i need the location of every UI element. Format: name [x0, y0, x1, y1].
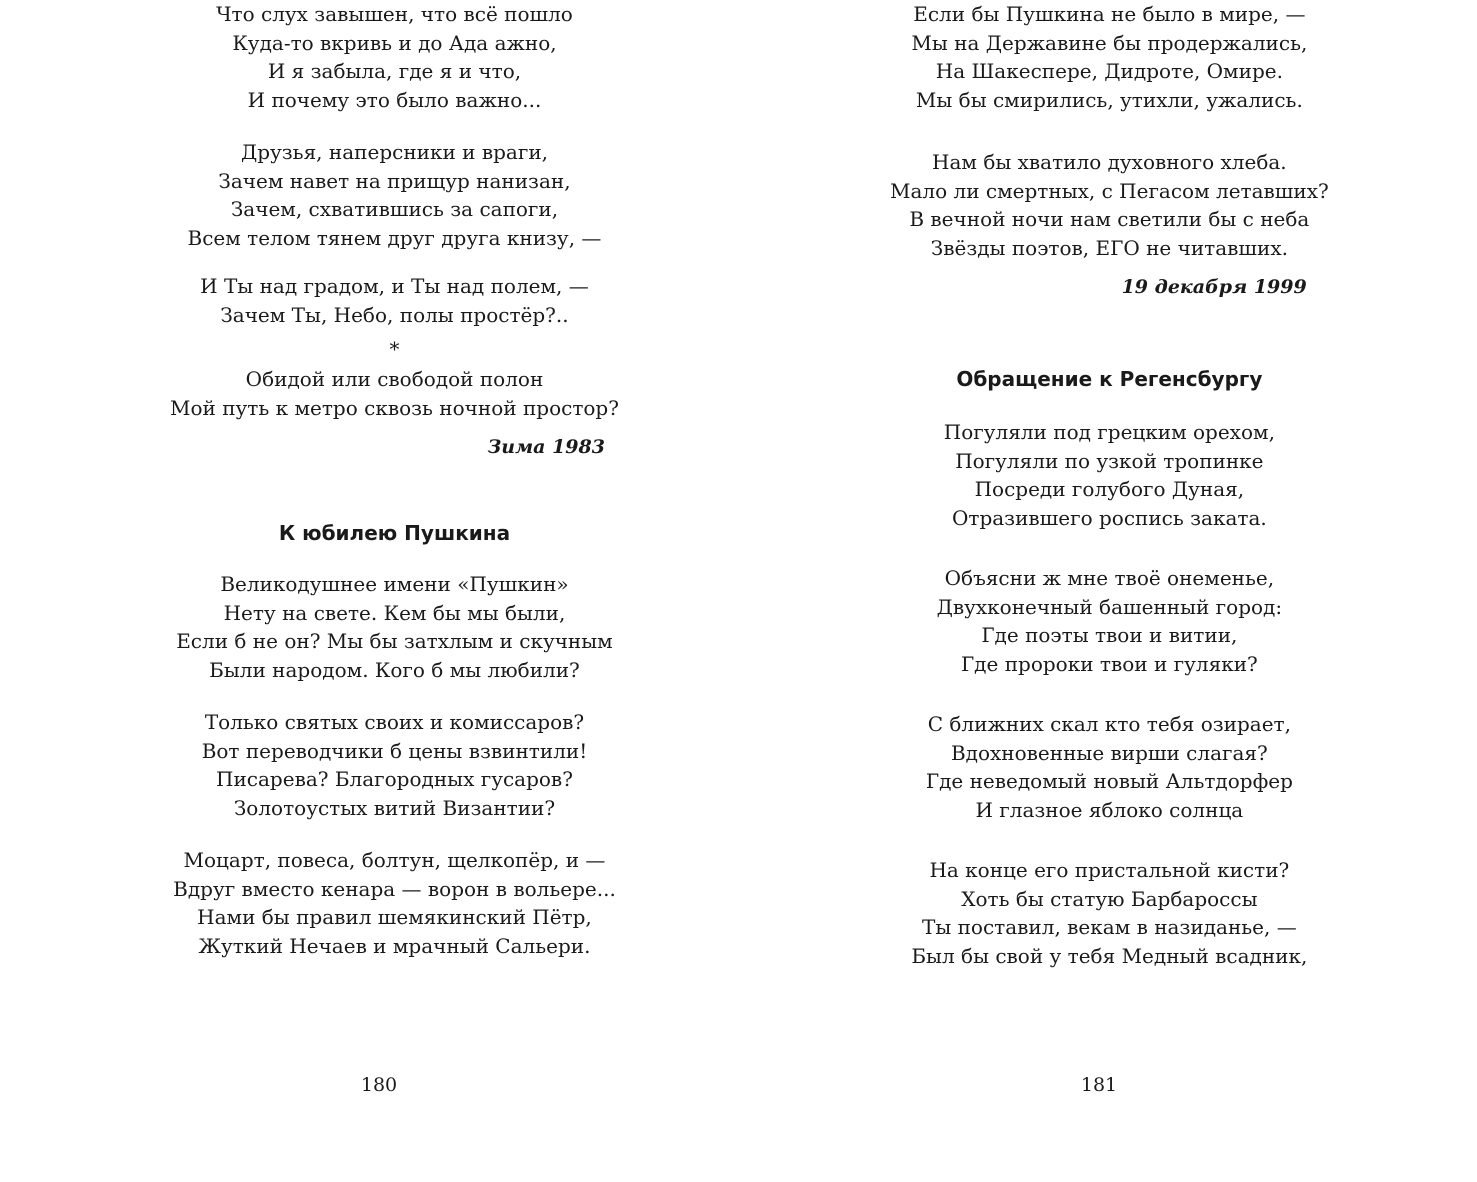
verse-line: Если б не он? Мы бы затхлым и скучным: [176, 629, 613, 653]
verse-line: Были народом. Кого б мы любили?: [209, 657, 580, 682]
page-number: 181: [1080, 1074, 1118, 1096]
verse-line: Вот переводчики б цены взвинтили!: [201, 738, 588, 763]
verse-line: Зачем навет на прищур нанизан,: [218, 168, 571, 193]
stanza: [890, 710, 1329, 824]
verse-line: Вдруг вместо кенара — ворон в вольере...: [173, 876, 616, 901]
page-number: 180: [360, 1074, 398, 1096]
verse-line: Посреди голубого Дуная,: [974, 477, 1245, 501]
verse-line: Нам бы хватило духовного хлеба.: [932, 150, 1287, 174]
verse-line: Погуляли под грецким орехом,: [943, 420, 1275, 444]
verse-line: Зачем, схватившись за сапоги,: [230, 197, 559, 221]
verse-line: Друзья, наперсники и враги,: [240, 140, 549, 164]
verse-line: Куда-то вкривь и до Ада ажно,: [232, 30, 557, 55]
verse-line: Погуляли по узкой тропинке: [955, 448, 1264, 473]
verse-line: Мы бы смирились, утихли, ужались.: [915, 87, 1303, 112]
verse-line: С ближних скал кто тебя озирает,: [927, 712, 1291, 736]
verse-line: Что слух завышен, что всё пошло: [216, 2, 573, 26]
verse-line: Золотоустых витий Византии?: [233, 795, 556, 820]
verse-line: На Шакеспере, Дидроте, Омире.: [935, 59, 1283, 83]
verse-line: Нами бы правил шемякинский Пётр,: [197, 905, 592, 929]
verse-line: Двухконечный башенный город:: [936, 594, 1283, 619]
verse-line: И почему это было важно...: [247, 87, 542, 112]
verse-line: Если бы Пушкина не было в мире, —: [913, 2, 1306, 26]
stanza: [170, 0, 619, 114]
poem-title: Обращение к Регенсбургу: [956, 367, 1263, 391]
verse-line: Только святых своих и комиссаров?: [204, 710, 585, 734]
stanza: [170, 272, 619, 329]
verse-line: В вечной ночи нам светили бы с неба: [909, 207, 1310, 231]
verse-line: Мы на Державине бы продержались,: [911, 30, 1308, 55]
stanza: [170, 138, 619, 252]
verse-line: Звёзды поэтов, ЕГО не читавших.: [930, 235, 1288, 260]
verse-line: Мой путь к метро сквозь ночной простор?: [170, 395, 619, 420]
verse-line: Вдохновенные вирши слагая?: [950, 740, 1268, 765]
stanza: [170, 708, 619, 822]
verse-line: Моцарт, повеса, болтун, щелкопёр, и —: [183, 848, 606, 872]
right-column: [890, 0, 1329, 970]
left-column: [170, 0, 619, 960]
verse-line: И глазное яблоко солнца: [975, 797, 1244, 822]
verse-line: На конце его пристальной кисти?: [929, 858, 1290, 882]
verse-line: И Ты над градом, и Ты над полем, —: [200, 274, 589, 298]
verse-line: Жуткий Нечаев и мрачный Сальери.: [198, 933, 591, 958]
stanza: [170, 570, 619, 684]
verse-line: Объясни ж мне твоё онеменье,: [944, 566, 1275, 590]
poem-date: 19 декабря 1999: [1121, 276, 1307, 298]
stanza: [890, 418, 1329, 532]
verse-line: Хоть бы статую Барбароссы: [961, 886, 1258, 911]
verse-line: Ты поставил, векам в назиданье, —: [921, 915, 1297, 939]
verse-line: Отразившего роспись заката.: [951, 505, 1267, 530]
verse-line: Великодушнее имени «Пушкин»: [220, 572, 569, 596]
verse-line: Писарева? Благородных гусаров?: [216, 767, 573, 791]
stanza: [170, 846, 619, 960]
verse-line: Где неведомый новый Альтдорфер: [925, 769, 1293, 793]
stanza: [170, 365, 619, 422]
section-separator: *: [389, 337, 400, 361]
stanza: [890, 0, 1329, 114]
verse-line: Мало ли смертных, с Пегасом летавших?: [890, 178, 1329, 203]
poem-title: К юбилею Пушкина: [278, 521, 511, 545]
stanza: [890, 564, 1329, 678]
verse-line: Где пророки твои и гуляки?: [960, 651, 1258, 676]
verse-line: Зачем Ты, Небо, полы простёр?..: [220, 302, 569, 327]
verse-line: Был бы свой у тебя Медный всадник,: [911, 943, 1308, 968]
poem-date: Зима 1983: [487, 436, 605, 458]
verse-line: Обидой или свободой полон: [245, 367, 544, 391]
verse-line: Где поэты твои и витии,: [981, 623, 1238, 647]
verse-line: Всем телом тянем друг друга книзу, —: [187, 225, 602, 250]
stanza: [890, 856, 1329, 970]
verse-line: И я забыла, где я и что,: [267, 59, 522, 83]
verse-line: Нету на свете. Кем бы мы были,: [223, 600, 566, 625]
stanza: [890, 148, 1329, 262]
